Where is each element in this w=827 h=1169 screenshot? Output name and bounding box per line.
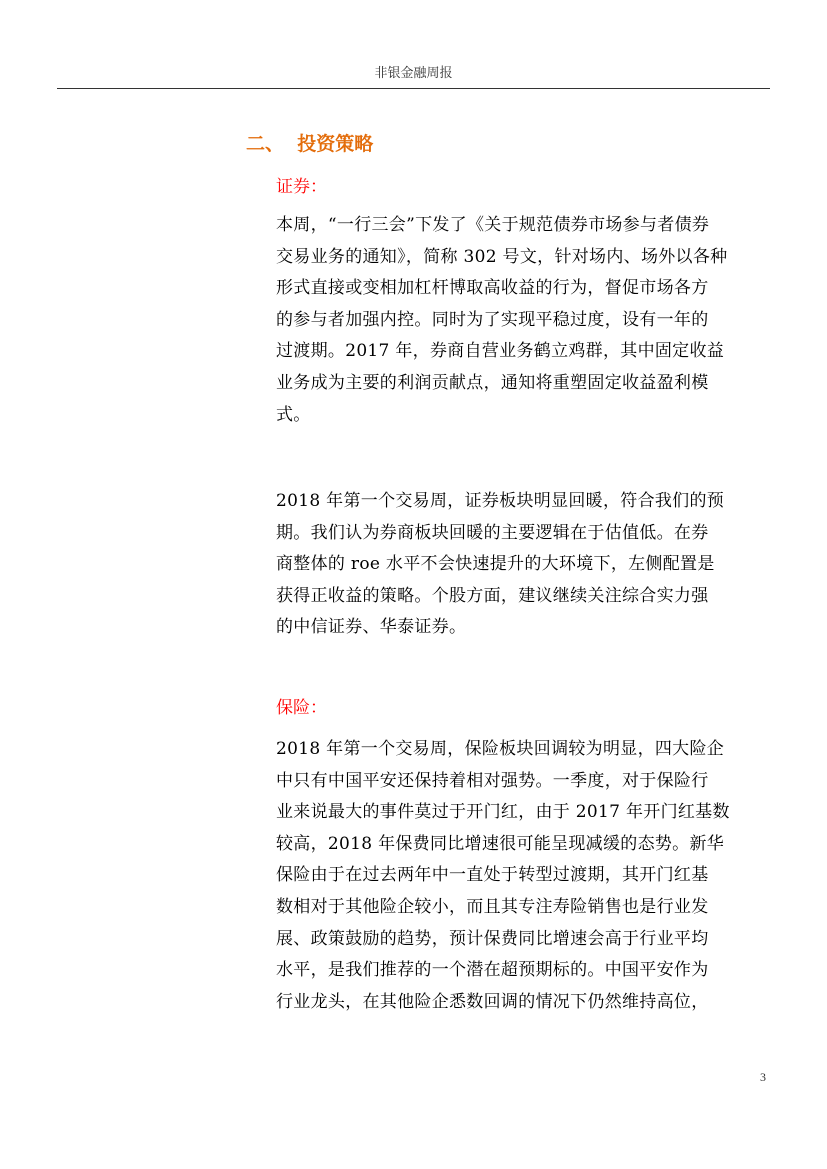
text-line: 水平，是我们推荐的一个潜在超预期标的。中国平安作为 [276,960,709,981]
text-line: 保险由于在过去两年中一直处于转型过渡期，其开门红基 [276,865,709,886]
securities-paragraph-1 [276,210,770,431]
securities-paragraph-2 [276,486,770,644]
text-line: 业来说最大的事件莫过于开门红，由于 2017 年开门红基数 [276,802,730,823]
text-line: 展、政策鼓励的趋势，预计保费同比增速会高于行业平均 [276,928,709,949]
page-number: 3 [760,1070,766,1084]
header-divider [57,88,770,89]
insurance-heading: 保险： [276,698,327,718]
text-line: 业务成为主要的利润贡献点，通知将重塑固定收益盈利模 [276,372,709,393]
securities-heading: 证券： [276,177,327,197]
insurance-paragraph-1 [276,734,770,1018]
section-title: 二、 投资策略 [246,133,374,155]
text-line: 数相对于其他险企较小，而且其专注寿险销售也是行业发 [276,896,709,917]
text-line: 本周，“一行三会”下发了《关于规范债券市场参与者债券 [276,215,710,235]
page-header: 非银金融周报 [374,66,453,81]
text-line: 的中信证券、华泰证券。 [276,617,467,638]
text-line: 行业龙头，在其他险企悉数回调的情况下仍然维持高位， [276,991,709,1012]
text-line: 商整体的 roe 水平不会快速提升的大环境下，左侧配置是 [276,554,715,575]
text-line: 过渡期。2017 年，券商自营业务鹤立鸡群，其中固定收益 [276,341,725,362]
text-line: 较高，2018 年保费同比增速很可能呈现减缓的态势。新华 [276,833,725,854]
text-line: 2018 年第一个交易周，保险板块回调较为明显，四大险企 [276,739,725,759]
text-line: 2018 年第一个交易周，证券板块明显回暖，符合我们的预 [276,491,725,511]
text-line: 形式直接或变相加杠杆博取高收益的行为，督促市场各方 [276,278,709,299]
text-line: 期。我们认为券商板块回暖的主要逻辑在于估值低。在券 [276,522,709,543]
text-line: 获得正收益的策略。个股方面，建议继续关注综合实力强 [276,585,709,606]
text-line: 中只有中国平安还保持着相对强势。一季度，对于保险行 [276,770,709,791]
text-line: 交易业务的通知》，简称 302 号文，针对场内、场外以各种 [276,246,728,267]
text-line: 式。 [276,404,311,425]
text-line: 的参与者加强内控。同时为了实现平稳过度，设有一年的 [276,309,709,330]
